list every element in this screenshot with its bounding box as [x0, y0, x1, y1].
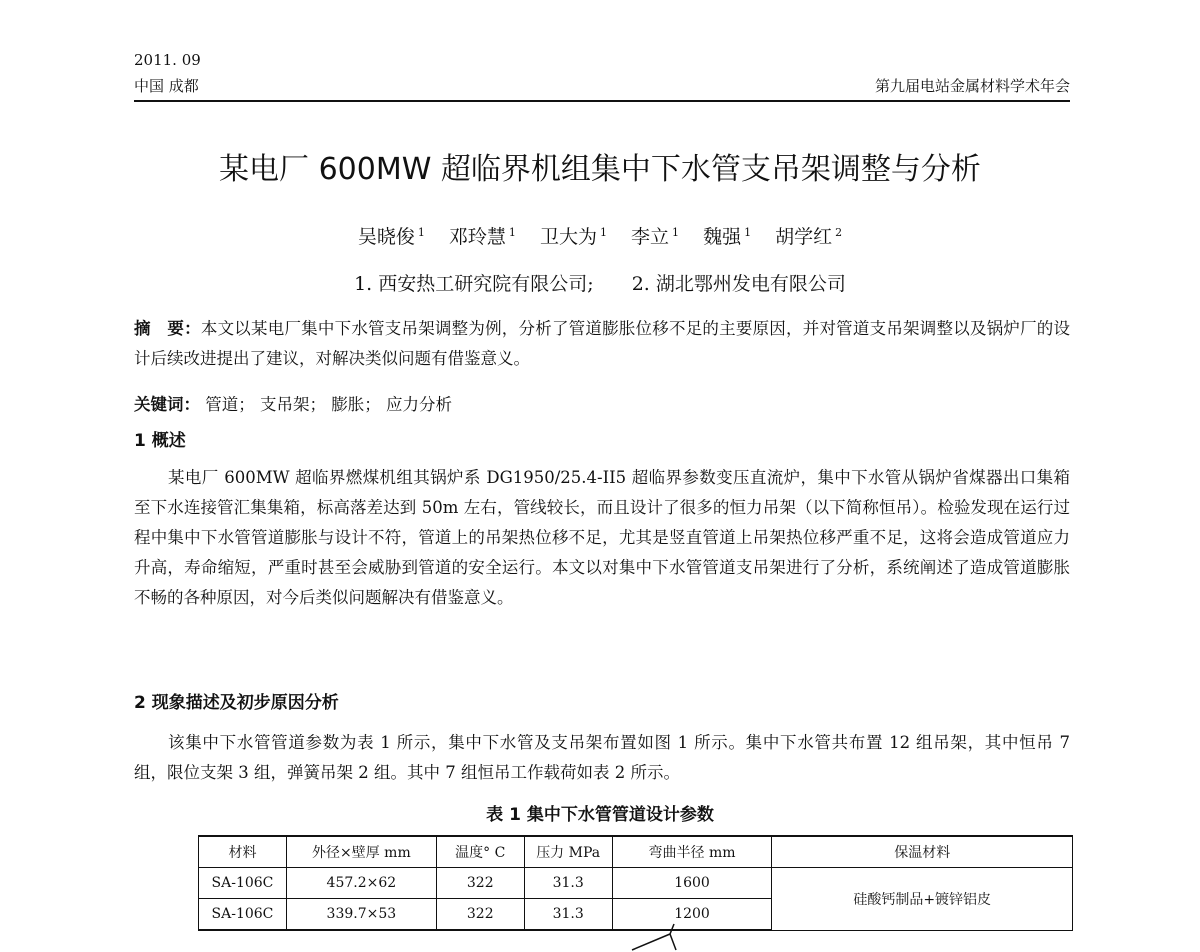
author [703, 226, 751, 248]
abstract [134, 314, 1070, 374]
affiliations [0, 270, 1200, 298]
keywords [134, 390, 1070, 420]
author [449, 226, 516, 248]
author-list [0, 219, 1200, 251]
affiliation: 2. 湖北鄂州发电有限公司 [631, 273, 846, 295]
author-name: 李立 [631, 226, 670, 249]
author-name: 魏强 [703, 226, 742, 249]
table-cell: SA-106C [199, 868, 287, 899]
header-rule [134, 100, 1070, 102]
table-cell: 457.2×62 [286, 868, 436, 899]
section-body: 该集中下水管管道参数为表 1 所示，集中下水管及支吊架布置如图 1 所示。集中下水管共布置 12 组吊架，其中恒吊 7 组，限位支架 3 组，弹簧吊架 2 组。其中 7 组恒吊工作载荷如表 2 所示。 [134, 733, 1070, 782]
table-cell: 339.7×53 [286, 899, 436, 931]
abstract-text: 本文以某电厂集中下水管支吊架调整为例，分析了管道膨胀位移不足的主要原因，并对管道支吊架调整以及锅炉厂的设计后续改进提出了建议，对解决类似问题有借鉴意义。 [134, 319, 1071, 368]
table-title: 表 1 集中下水管管道设计参数 [486, 805, 714, 825]
header-conference: 第九届电站金属材料学术年会 [874, 77, 1070, 95]
author-affil-mark: 1 [672, 226, 680, 239]
author [775, 226, 842, 248]
author [631, 226, 679, 248]
paper-title: 某电厂 600MW 超临界机组集中下水管支吊架调整与分析 [219, 152, 981, 187]
section-body: 某电厂 600MW 超临界燃煤机组其锅炉系 DG1950/25.4-II5 超临界参数变压直流炉，集中下水管从锅炉省煤器出口集箱至下水连接管汇集集箱，标高落差达到 50m 左右，管线较长，而且设计了很多的恒力吊架（以下简称恒吊）。检验发现在运行过程中集中下水管管道膨胀与设计不符，管道上的吊架热位移不足，尤其是竖直管道上吊架热位移严重不足，这将会造成管道应力升高，寿命缩短，严重时甚至会威胁到管道的安全运行。本文以对集中下水管管道支吊架进行了分析，系统阐述了造成管道膨胀不畅的各种原因，对今后类似问题解决有借鉴意义。 [134, 468, 1070, 607]
author-affil-mark: 2 [835, 226, 843, 239]
table-cell: 322 [436, 899, 524, 931]
keywords-text: 管道； 支吊架； 膨胀； 应力分析 [200, 395, 452, 414]
table-cell: 1600 [612, 868, 772, 899]
author [540, 226, 607, 248]
column-header: 压力 MPa [524, 836, 612, 868]
figure-fragment [630, 922, 700, 952]
table-cell: SA-106C [199, 899, 287, 931]
section-heading: 1 概述 [134, 431, 186, 451]
header-location: 中国 成都 [134, 77, 199, 95]
section-heading: 2 现象描述及初步原因分析 [134, 693, 339, 713]
table-header-row [199, 836, 1073, 868]
author [358, 226, 425, 248]
abstract-label: 摘 要： [134, 319, 201, 338]
table-cell: 31.3 [524, 899, 612, 931]
header-date: 2011. 09 [134, 51, 201, 69]
affiliation: 1. 西安热工研究院有限公司; [354, 273, 594, 295]
author-affil-mark: 1 [744, 226, 752, 239]
author-name: 吴晓俊 [357, 226, 415, 249]
column-header: 保温材料 [772, 836, 1073, 868]
column-header: 外径×壁厚 mm [286, 836, 436, 868]
author-name: 卫大为 [539, 226, 597, 249]
keywords-label: 关键词： [134, 395, 200, 414]
table-cell: 31.3 [524, 868, 612, 899]
table-row [199, 868, 1073, 899]
author-affil-mark: 1 [417, 226, 425, 239]
author-name: 胡学红 [775, 226, 833, 249]
table-cell-insulation: 硅酸钙制品+镀锌铝皮 [772, 868, 1073, 931]
author-name: 邓玲慧 [448, 226, 506, 249]
table-cell: 1200 [612, 899, 772, 931]
column-header: 材料 [199, 836, 287, 868]
parameters-table [198, 835, 1073, 931]
author-affil-mark: 1 [599, 226, 607, 239]
table-cell: 322 [436, 868, 524, 899]
author-affil-mark: 1 [508, 226, 516, 239]
column-header: 温度° C [436, 836, 524, 868]
column-header: 弯曲半径 mm [612, 836, 772, 868]
